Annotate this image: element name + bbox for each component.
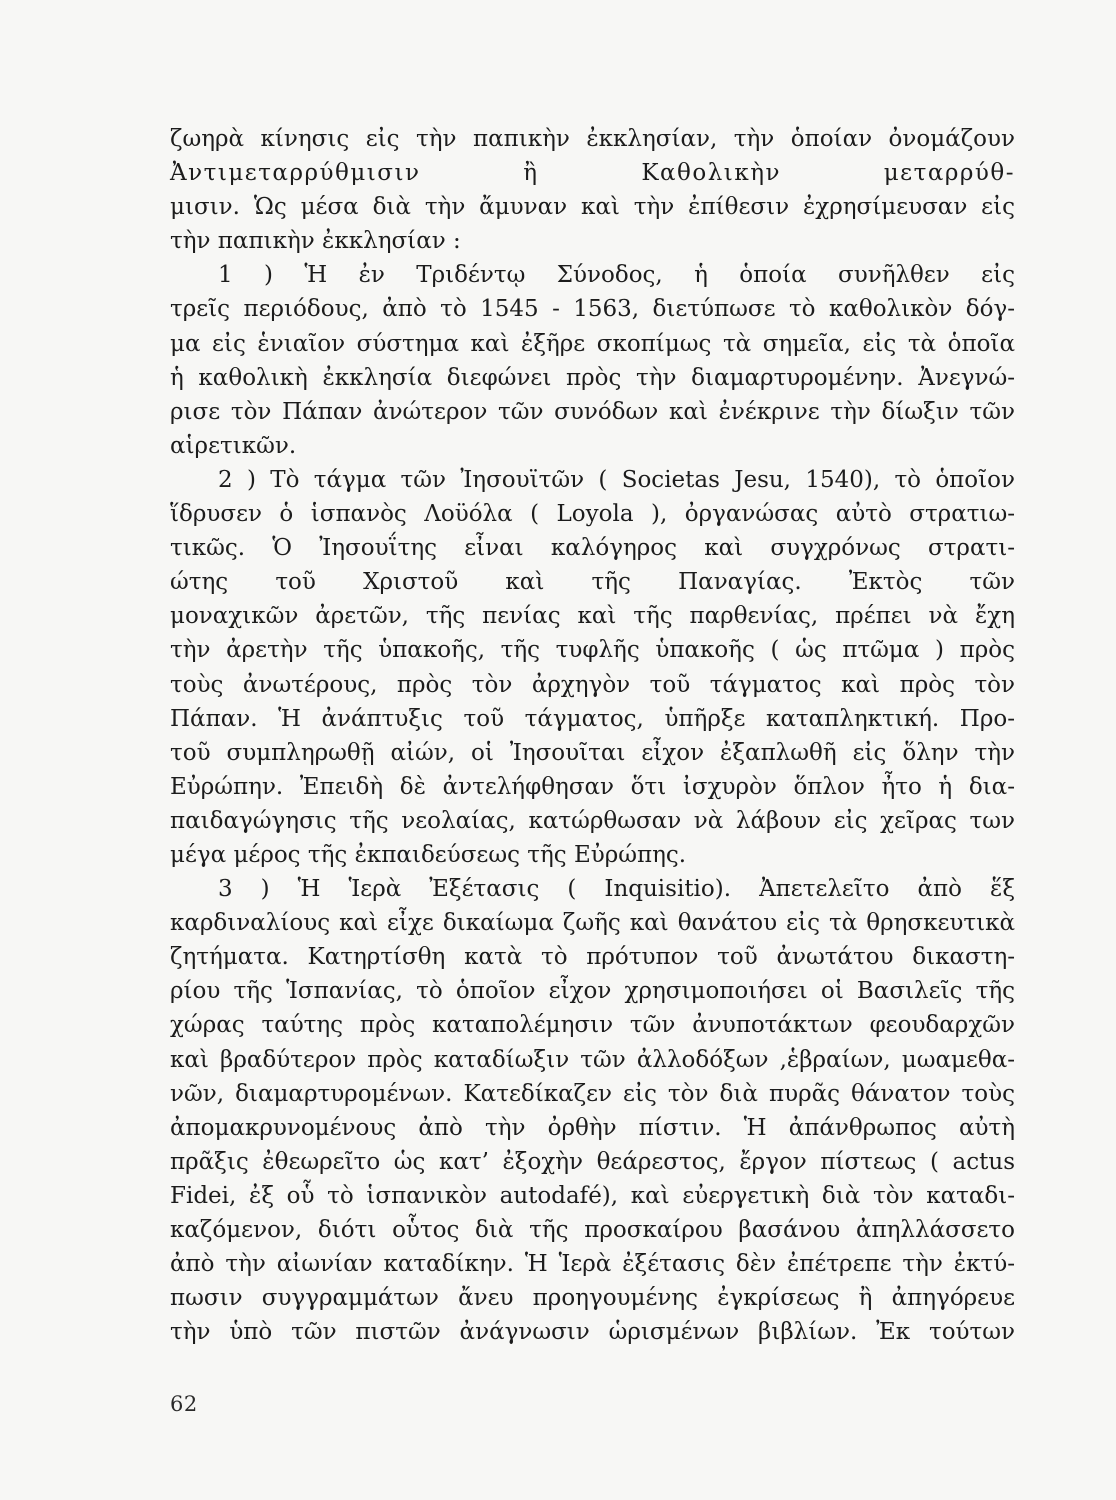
text-line: 3 ) Ἡ Ἱερὰ Ἐξέτασις ( Inquisitio). Ἀπετελεῖτο ἀπὸ ἕξ [218, 876, 1015, 903]
text-line: καὶ βραδύτερον πρὸς καταδίωξιν τῶν ἀλλοδόξων ,ἑβραίων, μωαμεθα- [170, 1046, 1015, 1073]
text-line: τρεῖς περιόδους, ἀπὸ τὸ 1545 - 1563, διετύπωσε τὸ καθολικὸν δόγ- [170, 296, 1015, 323]
text-line: καζόμενον, διότι οὗτος διὰ τῆς προσκαίρου βασάνου ἀπηλλάσσετο [170, 1217, 1015, 1243]
text-line: νῶν, διαμαρτυρομένων. Κατεδίκαζεν εἰς τὸν διὰ πυρᾶς θάνατον τοὺς [170, 1080, 1015, 1107]
text-line: ἀπὸ τὴν αἰωνίαν καταδίκην. Ἡ Ἱερὰ ἐξέτασις δὲν ἐπέτρεπε τὴν ἐκτύ- [170, 1251, 1015, 1278]
text-line: ἀπομακρυνομένους ἀπὸ τὴν ὀρθὴν πίστιν. Ἡ ἀπάνθρωπος αὐτὴ [170, 1114, 1015, 1141]
text-line: αἱρετικῶν. [170, 432, 297, 459]
page-number: 62 [170, 1392, 198, 1416]
text-line: Fidei, ἐξ οὗ τὸ ἱσπανικὸν autodafé), καὶ εὐεργετικὴ διὰ τὸν καταδι- [170, 1182, 1015, 1209]
text-line: τὴν ἀρετὴν τῆς ὑπακοῆς, τῆς τυφλῆς ὑπακοῆς ( ὡς πτῶμα ) πρὸς [170, 637, 1015, 664]
text-line: χώρας ταύτης πρὸς καταπολέμησιν τῶν ἀνυποτάκτων φεουδαρχῶν [170, 1012, 1015, 1039]
text-line: 2 ) Τὸ τάγμα τῶν Ἰησουϊτῶν ( Societas Jesu, 1540), τὸ ὁποῖον [218, 466, 1015, 493]
text-line: μισιν. Ὡς μέσα διὰ τὴν ἄμυναν καὶ τὴν ἐπίθεσιν ἐχρησίμευσαν εἰς [170, 194, 1015, 221]
text-line: πρᾶξις ἐθεωρεῖτο ὡς κατ’ ἐξοχὴν θεάρεστος, ἔργον πίστεως ( actus [170, 1148, 1015, 1175]
text-line: πωσιν συγγραμμάτων ἄνευ προηγουμένης ἐγκρίσεως ἢ ἀπηγόρευε [170, 1285, 1015, 1312]
text-line: ζητήματα. Κατηρτίσθη κατὰ τὸ πρότυπον τοῦ ἀνωτάτου δικαστη- [170, 944, 1015, 971]
text-line: τὴν παπικὴν ἐκκλησίαν : [170, 228, 461, 255]
text-line: ώτης τοῦ Χριστοῦ καὶ τῆς Παναγίας. Ἐκτὸς τῶν [170, 569, 1015, 596]
text-line: τοὺς ἀνωτέρους, πρὸς τὸν ἀρχηγὸν τοῦ τάγματος καὶ πρὸς τὸν [170, 671, 1015, 698]
text-line: ἡ καθολικὴ ἐκκλησία διεφώνει πρὸς τὴν διαμαρτυρομένην. Ἀνεγνώ- [170, 364, 1015, 391]
text-line: ζωηρὰ κίνησις εἰς τὴν παπικὴν ἐκκλησίαν, τὴν ὁποίαν ὀνομάζουν [170, 126, 1015, 152]
text-line: μέγα μέρος τῆς ἐκπαιδεύσεως τῆς Εὐρώπης. [170, 841, 687, 868]
text-line: μα εἰς ἑνιαῖον σύστημα καὶ ἐξῆρε σκοπίμως τὰ σημεῖα, εἰς τὰ ὁποῖα [170, 330, 1015, 357]
text-line: ρίου τῆς Ἱσπανίας, τὸ ὁποῖον εἶχον χρησιμοποιήσει οἱ Βασιλεῖς τῆς [170, 978, 1015, 1005]
text-line: Ἀντιμεταρρύθμισιν ἢ Καθολικὴν μεταρρύθ- [170, 160, 1015, 187]
text-line: μοναχικῶν ἀρετῶν, τῆς πενίας καὶ τῆς παρθενίας, πρέπει νὰ ἔχη [170, 603, 1015, 630]
text-line: ρισε τὸν Πάπαν ἀνώτερον τῶν συνόδων καὶ ἐνέκρινε τὴν δίωξιν τῶν [170, 398, 1015, 425]
text-line: 1 ) Ἡ ἐν Τριδέντῳ Σύνοδος, ἡ ὁποία συνῆλθεν εἰς [218, 262, 1015, 289]
text-line: καρδιναλίους καὶ εἶχε δικαίωμα ζωῆς καὶ θανάτου εἰς τὰ θρησκευτικὰ [170, 910, 1015, 937]
text-line: τικῶς. Ὁ Ἰησουΐτης εἶναι καλόγηρος καὶ συγχρόνως στρατι- [170, 535, 1015, 562]
text-line: τοῦ συμπληρωθῇ αἰών, οἱ Ἰησουῖται εἶχον ἐξαπλωθῆ εἰς ὅλην τὴν [170, 739, 1015, 766]
text-line: ἵδρυσεν ὁ ἱσπανὸς Λοϋόλα ( Loyola ), ὀργανώσας αὐτὸ στρατιω- [170, 501, 1015, 528]
body-text [170, 122, 1015, 1349]
text-line: παιδαγώγησις τῆς νεολαίας, κατώρθωσαν νὰ λάβουν εἰς χεῖρας των [170, 807, 1015, 834]
text-line: Εὐρώπην. Ἐπειδὴ δὲ ἀντελήφθησαν ὅτι ἰσχυρὸν ὅπλον ἦτο ἡ δια- [170, 773, 1015, 800]
text-line: Πάπαν. Ἡ ἀνάπτυξις τοῦ τάγματος, ὑπῆρξε καταπληκτική. Προ- [170, 705, 1015, 732]
text-line: τὴν ὑπὸ τῶν πιστῶν ἀνάγνωσιν ὡρισμένων βιβλίων. Ἐκ τούτων [170, 1319, 1015, 1346]
